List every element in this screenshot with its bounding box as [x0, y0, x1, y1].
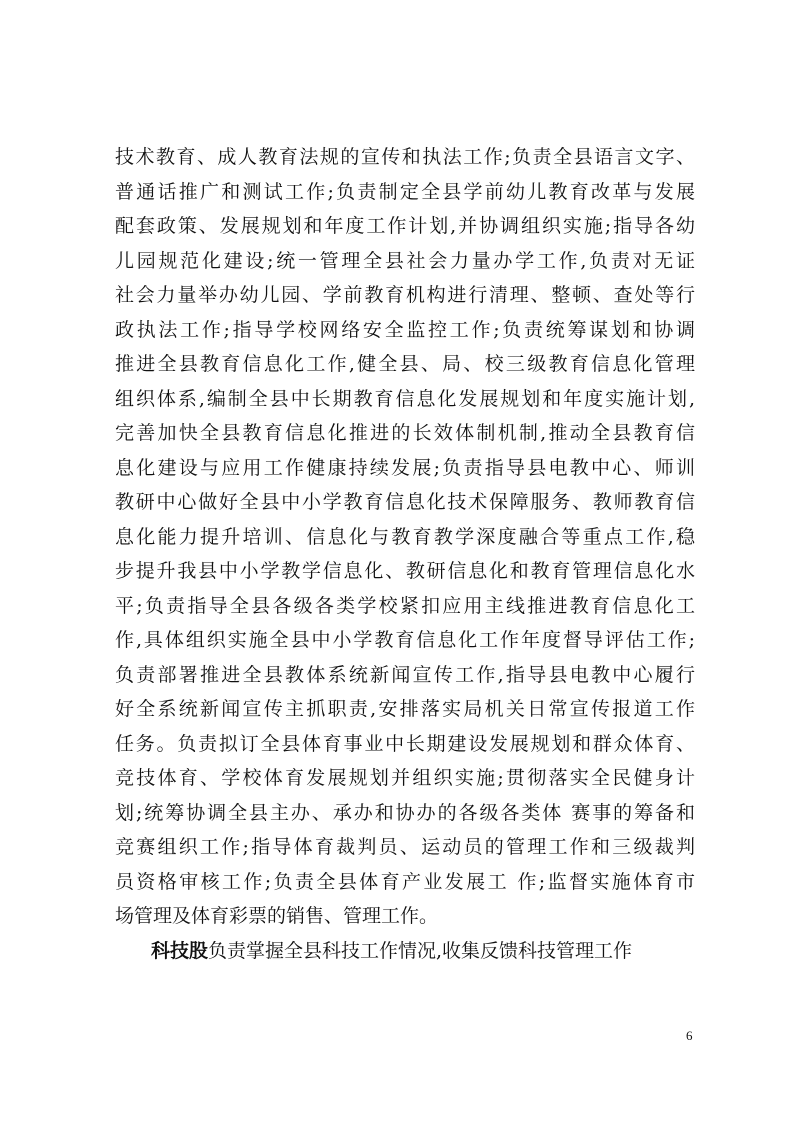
paragraph-line: 息化建设与应用工作健康持续发展;负责指导县电教中心、师训: [115, 456, 695, 479]
paragraph-line: 技术教育、成人教育法规的宣传和执法工作;负责全县语言文字、: [115, 146, 695, 168]
paragraph-line: 好全系统新闻宣传主抓职责,安排落实局机关日常宣传报道工作: [115, 698, 695, 720]
paragraph-line: 普通话推广和测试工作;负责制定全县学前幼儿教育改革与发展: [115, 180, 695, 203]
paragraph-line: 儿园规范化建设;统一管理全县社会力量办学工作,负责对无证: [115, 249, 695, 272]
paragraph-line: 作,具体组织实施全县中小学教育信息化工作年度督导评估工作;: [115, 629, 695, 651]
paragraph-line: 组织体系,编制全县中长期教育信息化发展规划和年度实施计划,: [115, 387, 695, 410]
body-text: [115, 140, 695, 968]
paragraph-line: 推进全县教育信息化工作,健全县、局、校三级教育信息化管理: [115, 353, 695, 375]
paragraph-line: 任务。负责拟订全县体育事业中长期建设发展规划和群众体育、: [115, 732, 695, 755]
paragraph-line: 竞技体育、学校体育发展规划并组织实施;贯彻落实全民健身计: [115, 767, 695, 789]
paragraph-line: 社会力量举办幼儿园、学前教育机构进行清理、整顿、查处等行: [115, 284, 695, 306]
paragraph-line: 步提升我县中小学教学信息化、教研信息化和教育管理信息化水: [115, 560, 695, 582]
paragraph-line: 教研中心做好全县中小学教育信息化技术保障服务、教师教育信: [115, 491, 695, 513]
paragraph-line: 划;统筹协调全县主办、承办和协办的各级各类体 赛事的筹备和: [115, 801, 695, 824]
paragraph-line: 负责部署推进全县教体系统新闻宣传工作,指导县电教中心履行: [115, 663, 695, 686]
paragraph-line: 政执法工作;指导学校网络安全监控工作;负责统筹谋划和协调: [115, 318, 695, 341]
paragraph-2-line: [115, 934, 695, 969]
paragraph-line: 完善加快全县教育信息化推进的长效体制机制,推动全县教育信: [115, 422, 695, 444]
paragraph-line: 配套政策、发展规划和年度工作计划,并协调组织实施;指导各幼: [115, 215, 695, 237]
paragraph-line: 员资格审核工作;负责全县体育产业发展工 作;监督实施体育市: [115, 870, 695, 893]
paragraph-line: 平;负责指导全县各级各类学校紧扣应用主线推进教育信息化工: [115, 594, 695, 617]
page-number: 6: [686, 1028, 693, 1043]
paragraph-2-text: 负责掌握全县科技工作情况,收集反馈科技管理工作: [208, 939, 633, 962]
paragraph-line: 息化能力提升培训、信息化与教育教学深度融合等重点工作,稳: [115, 525, 695, 548]
section-heading-keji: 科技股: [151, 939, 209, 962]
paragraph-line: 竞赛组织工作;指导体育裁判员、运动员的管理工作和三级裁判: [115, 836, 695, 858]
paragraph-line: 场管理及体育彩票的销售、管理工作。: [115, 905, 439, 927]
